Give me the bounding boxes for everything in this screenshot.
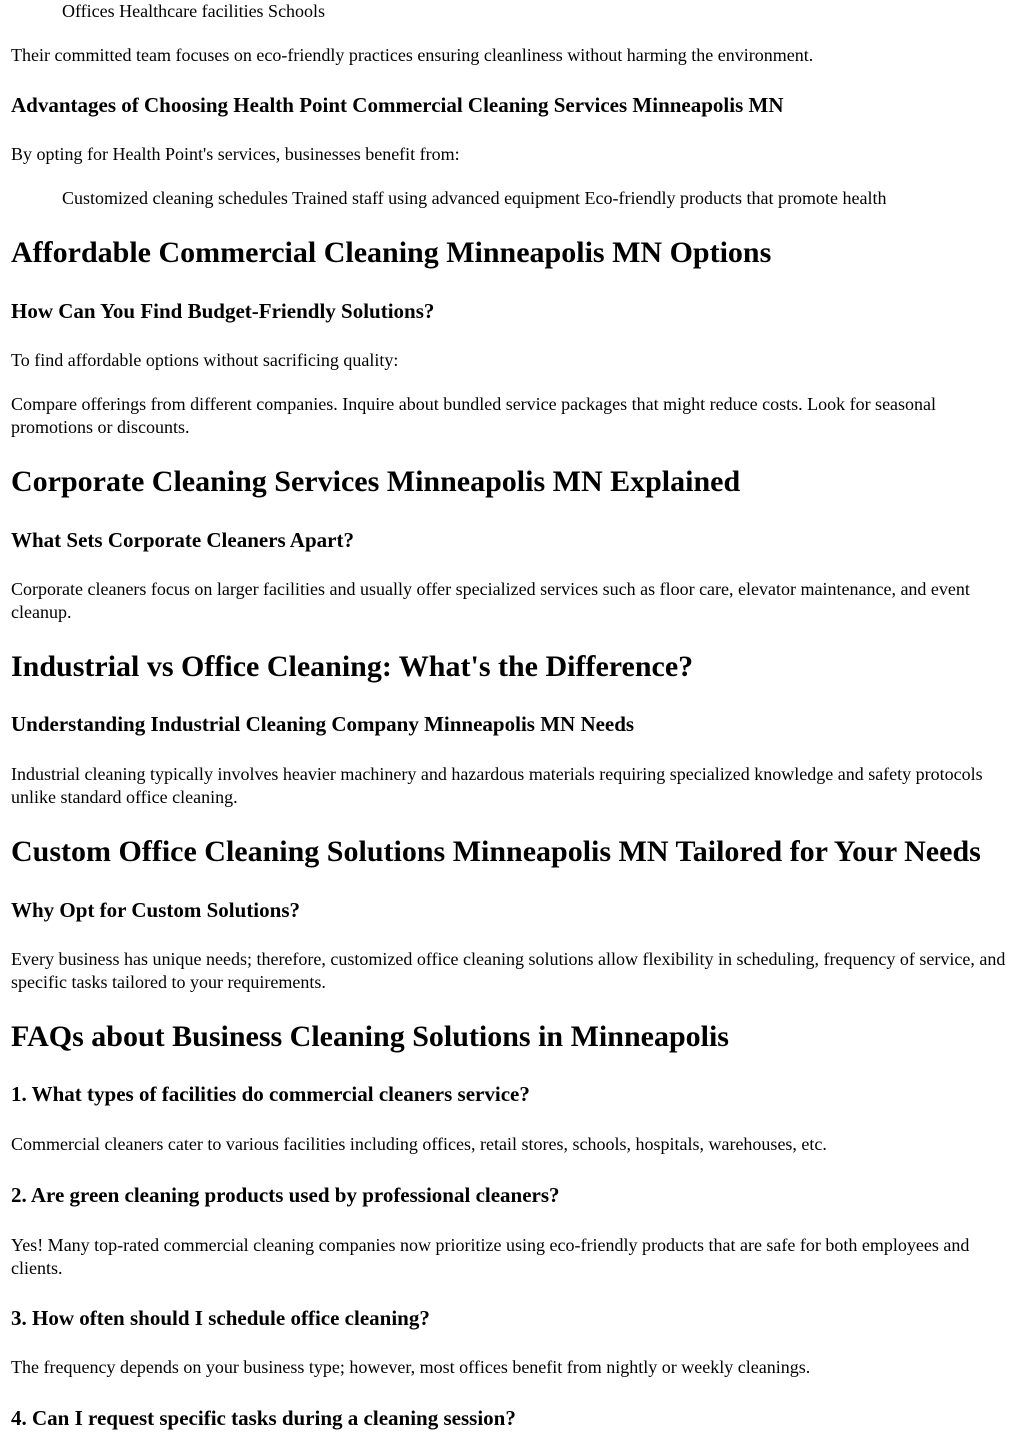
industrial-heading: Industrial vs Office Cleaning: What's the Difference? [11, 650, 694, 683]
affordable-intro: To find affordable options without sacrificing quality: [11, 350, 399, 370]
custom-body: Every business has unique needs; therefore, customized office cleaning solutions allow flexibility in scheduling, frequency of service, and specific tasks tailored to your requirements. [11, 949, 1006, 992]
advantages-intro: By opting for Health Point's services, businesses benefit from: [11, 144, 460, 164]
corporate-subheading: What Sets Corporate Cleaners Apart? [11, 528, 354, 552]
faqs-heading: FAQs about Business Cleaning Solutions in Minneapolis [11, 1020, 729, 1053]
facility-list: Offices Healthcare facilities Schools [62, 1, 326, 21]
advantages-list: Customized cleaning schedules Trained staff using advanced equipment Eco-friendly products that promote health [62, 188, 887, 208]
affordable-heading: Affordable Commercial Cleaning Minneapolis MN Options [11, 236, 772, 269]
faq-answer: Commercial cleaners cater to various facilities including offices, retail stores, schools, hospitals, warehouses, etc. [11, 1134, 827, 1154]
faq-question: 3. How often should I schedule office cleaning? [11, 1306, 430, 1330]
industrial-subheading: Understanding Industrial Cleaning Company Minneapolis MN Needs [11, 712, 635, 736]
custom-subheading: Why Opt for Custom Solutions? [11, 898, 300, 922]
corporate-heading: Corporate Cleaning Services Minneapolis MN Explained [11, 465, 741, 498]
faq-question: 2. Are green cleaning products used by professional cleaners? [11, 1183, 560, 1207]
custom-heading: Custom Office Cleaning Solutions Minneapolis MN Tailored for Your Needs [11, 835, 981, 868]
corporate-body: Corporate cleaners focus on larger facilities and usually offer specialized services such as floor care, elevator maintenance, and event cleanup. [11, 579, 970, 622]
affordable-subheading: How Can You Find Budget-Friendly Solutions? [11, 299, 435, 323]
affordable-body: Compare offerings from different companies. Inquire about bundled service packages that might reduce costs. Look for seasonal promotions or discounts. [11, 394, 937, 437]
faq-question: 1. What types of facilities do commercial cleaners service? [11, 1082, 530, 1106]
industrial-body: Industrial cleaning typically involves heavier machinery and hazardous materials requiring specialized knowledge and safety protocols unlike standard office cleaning. [11, 764, 983, 807]
eco-paragraph: Their committed team focuses on eco-friendly practices ensuring cleanliness without harming the environment. [11, 45, 814, 65]
faq-answer: Yes! Many top-rated commercial cleaning companies now prioritize using eco-friendly products that are safe for both employees and clients. [11, 1235, 970, 1278]
faq-question: 4. Can I request specific tasks during a cleaning session? [11, 1406, 516, 1430]
advantages-heading: Advantages of Choosing Health Point Commercial Cleaning Services Minneapolis MN [11, 93, 784, 117]
faq-answer: The frequency depends on your business type; however, most offices benefit from nightly or weekly cleanings. [11, 1357, 811, 1377]
